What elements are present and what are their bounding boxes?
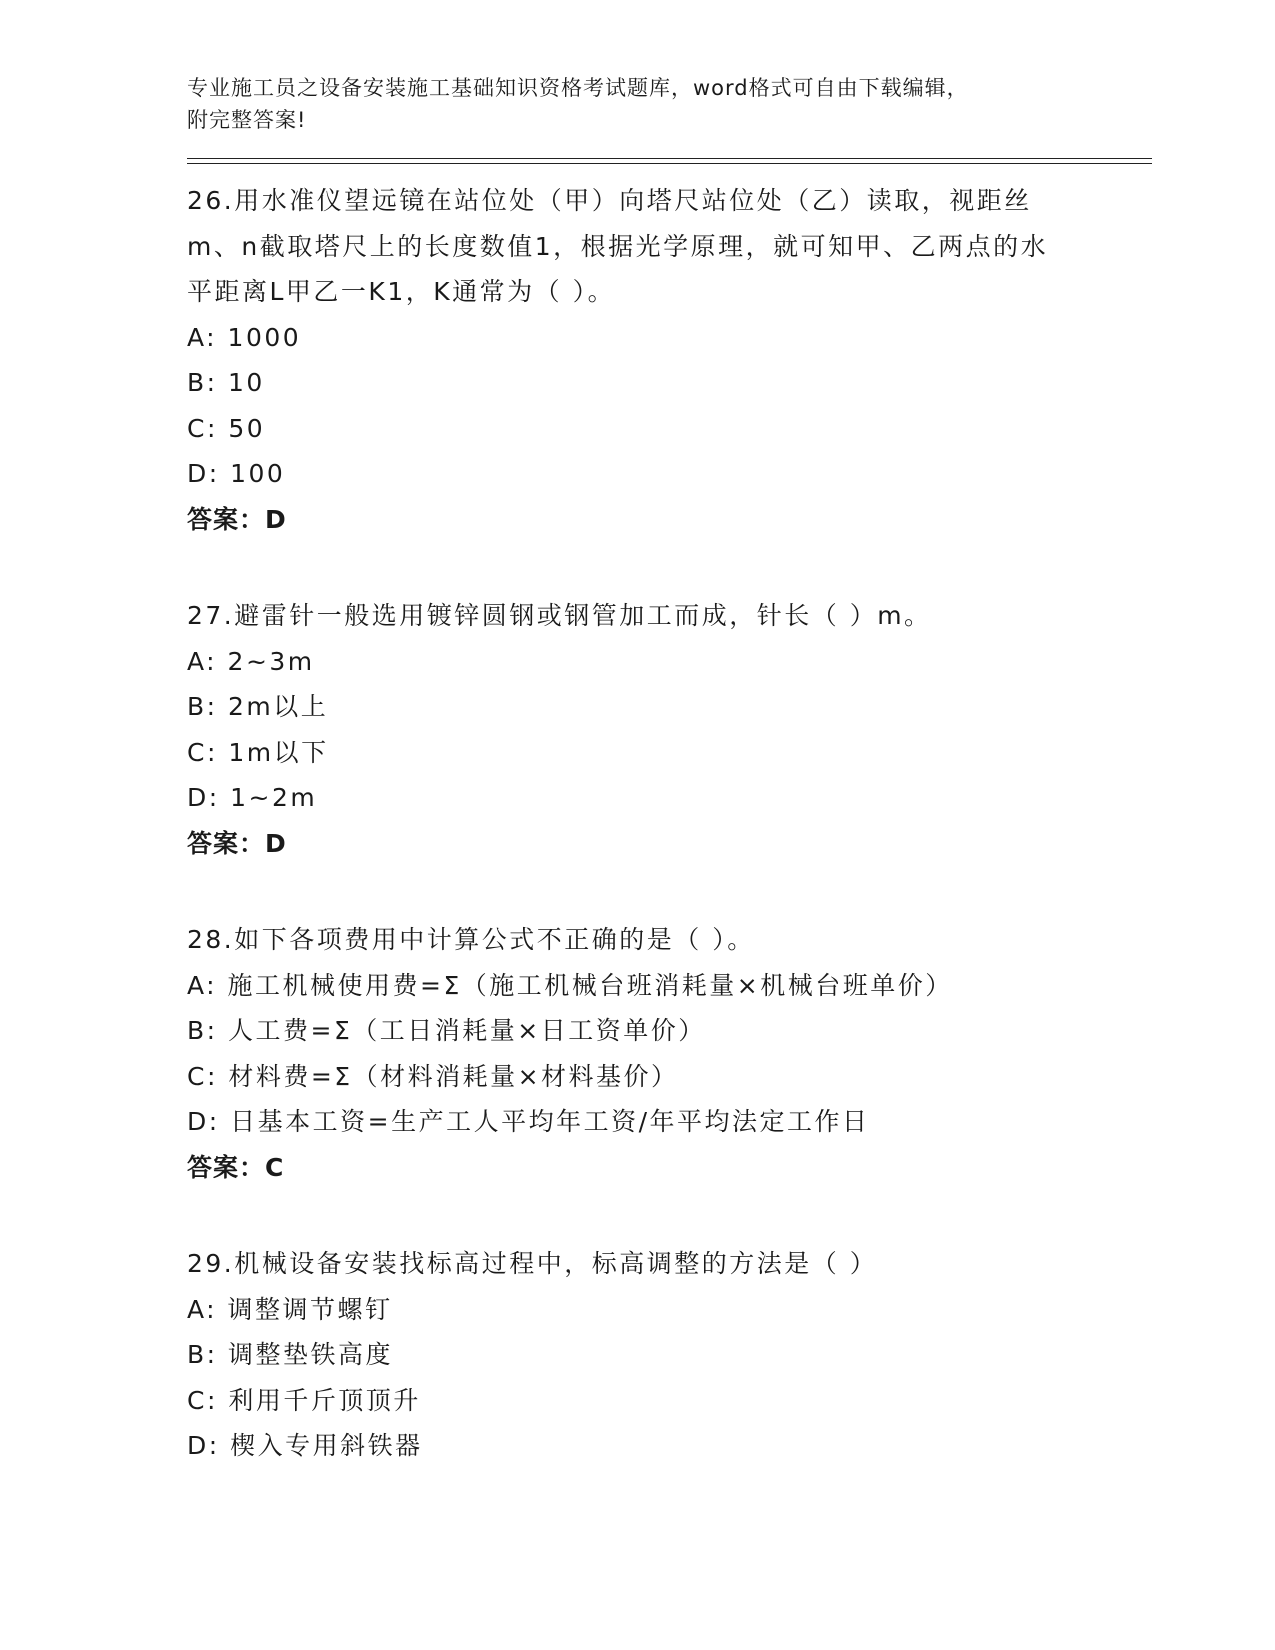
option-b: B: 人工费=Σ（工日消耗量×日工资单价） (187, 1016, 706, 1045)
option-b: B: 2m以上 (187, 692, 329, 721)
option-a: A: 调整调节螺钉 (187, 1294, 393, 1324)
question-29 (187, 1241, 1152, 1469)
question-stem: 26.用水准仪望远镜在站位处（甲）向塔尺站位处（乙）读取，视距丝m、n截取塔尺上的长度数值1，根据光学原理，就可知甲、乙两点的水平距离L甲乙一K1，K通常为（ ）。 (187, 186, 1049, 306)
header-double-rule (187, 158, 1152, 164)
header-line-2: 附完整答案! (187, 108, 307, 132)
option-a: A: 2~3m (187, 646, 315, 676)
document-page (187, 72, 1152, 1469)
option-d: D: 100 (187, 459, 286, 488)
question-28 (187, 917, 1152, 1190)
option-a: A: 施工机械使用费=Σ（施工机械台班消耗量×机械台班单价） (187, 970, 953, 1000)
answer-line: 答案：D (187, 504, 287, 534)
document-header (187, 72, 1152, 136)
option-d: D: 1~2m (187, 783, 318, 812)
option-a: A: 1000 (187, 322, 302, 352)
option-c: C: 利用千斤顶顶升 (187, 1385, 421, 1415)
header-line-1: 专业施工员之设备安装施工基础知识资格考试题库，word格式可自由下载编辑， (187, 76, 969, 100)
answer-line: 答案：D (187, 828, 287, 858)
answer-line: 答案：C (187, 1152, 285, 1182)
option-c: C: 1m以下 (187, 737, 329, 767)
question-26 (187, 178, 1152, 542)
question-list (187, 178, 1152, 1469)
option-c: C: 50 (187, 413, 266, 443)
option-d: D: 楔入专用斜铁器 (187, 1431, 423, 1460)
option-d: D: 日基本工资=生产工人平均年工资/年平均法定工作日 (187, 1107, 870, 1136)
question-27 (187, 593, 1152, 866)
question-stem: 27.避雷针一般选用镀锌圆钢或钢管加工而成，针长（ ）m。 (187, 601, 932, 630)
option-c: C: 材料费=Σ（材料消耗量×材料基价） (187, 1061, 679, 1091)
question-stem: 28.如下各项费用中计算公式不正确的是（ ）。 (187, 925, 755, 954)
question-stem: 29.机械设备安装找标高过程中，标高调整的方法是（ ） (187, 1249, 878, 1278)
option-b: B: 调整垫铁高度 (187, 1340, 394, 1369)
option-b: B: 10 (187, 368, 265, 397)
